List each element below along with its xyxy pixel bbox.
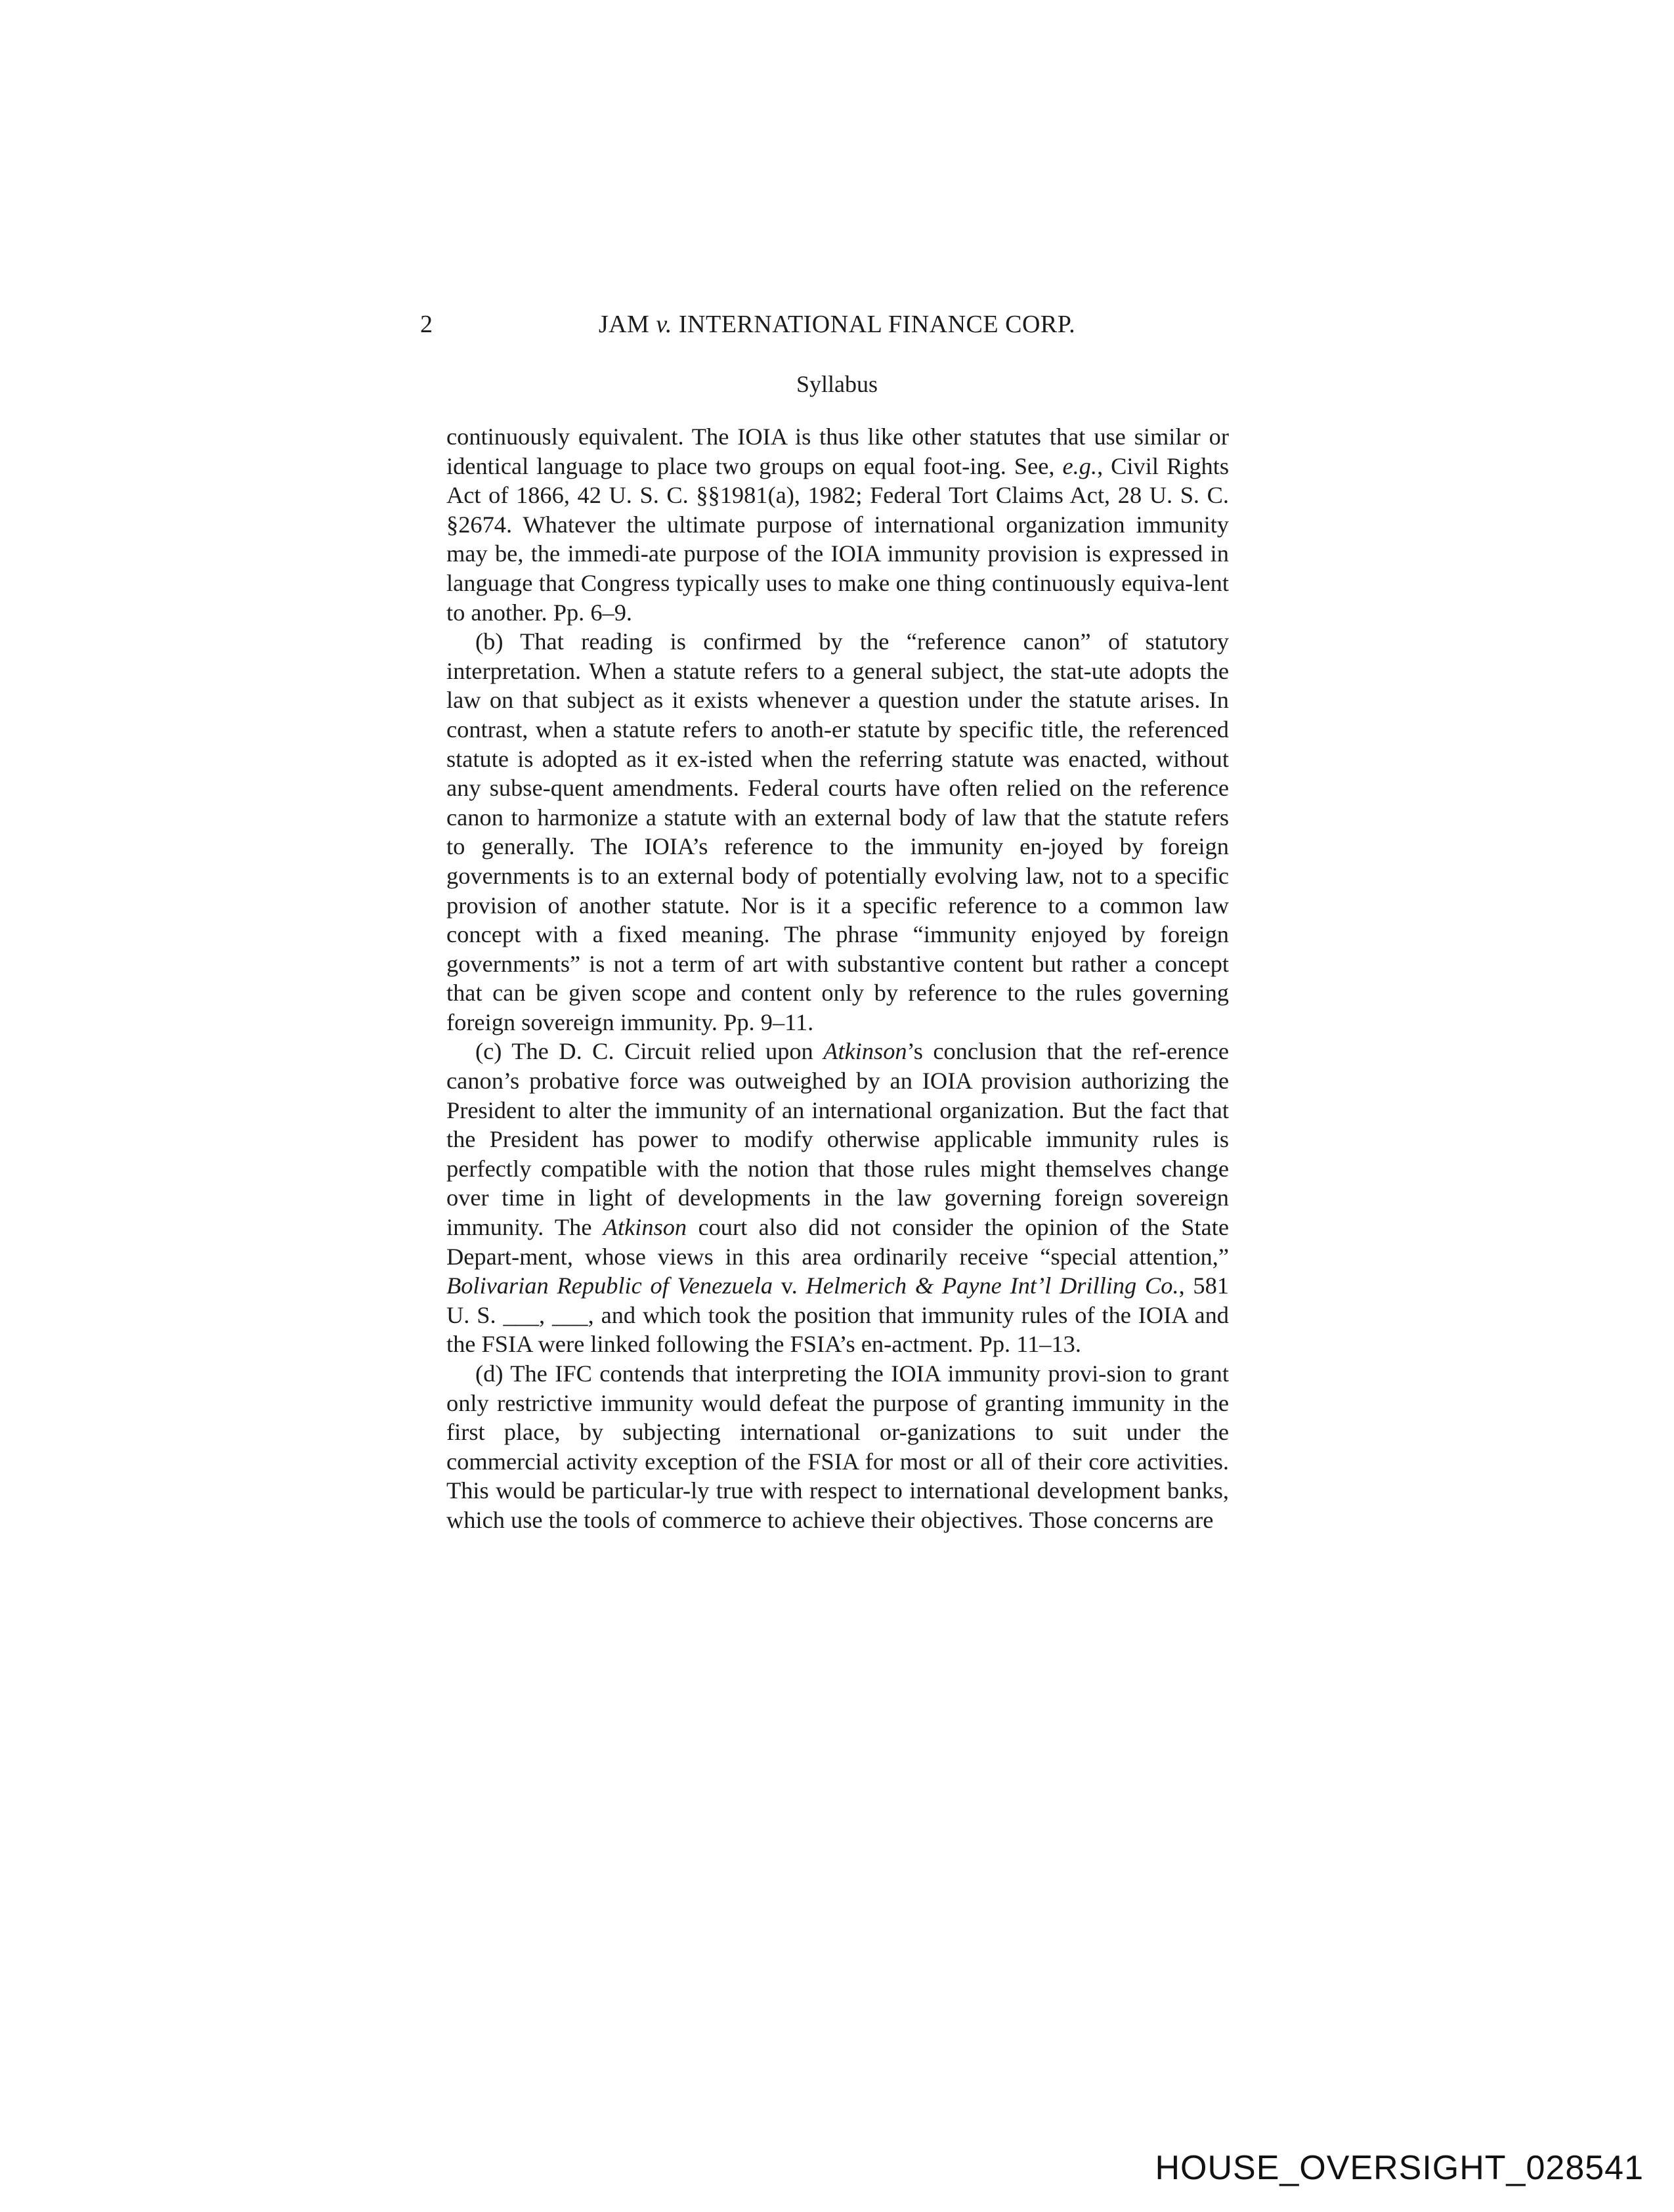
italic-run: Atkinson — [603, 1214, 687, 1241]
text-run: , Civil Rights Act of 1866, 42 U. S. C. §§1981(a), 1982; Federal Tort Claims Act, 28 U. S. C. §2674. Whatever the ultimate purpose of international organization immunity may be, the immedi-ate purpose of the IOIA immunity provision is expressed in language that Congress typically uses to make one thing continuously equiva-lent to another. Pp. 6–9. — [446, 452, 1230, 626]
paragraph-b-reference-canon — [446, 627, 1229, 1037]
text-run: court also did not consider the opinion of the State Depart-ment, whose views in this area ordinarily receive “special attention,” — [446, 1214, 1229, 1270]
case-title-party-right: INTERNATIONAL FINANCE CORP. — [678, 311, 1076, 338]
text-run: continuously equivalent. The IOIA is thus like other statutes that use similar or identical language to place two groups on equal foot-ing. See, — [446, 423, 1229, 479]
text-run: (d) The IFC contends that interpreting the IOIA immunity provi-sion to grant only restrictive immunity would defeat the purpose of granting immunity in the first place, by subjecting international or-ganizations to suit under the commercial activity exception of the FSIA for most or all of their core activities. This would be particular-ly true with respect to international development banks, which use the tools of commerce to achieve their objectives. Those concerns are — [446, 1360, 1229, 1533]
paragraph-continuation — [446, 422, 1229, 627]
text-run: ’s conclusion that the ref-erence canon’s probative force was outweighed by an IOIA provision authorizing the President to alter the immunity of an international organization. But the fact that the President has power to modify otherwise applicable immunity rules is perfectly compatible with the notion that those rules might themselves change over time in light of developments in the law governing foreign sovereign immunity. The — [446, 1038, 1229, 1241]
bates-number: HOUSE_OVERSIGHT_028541 — [1155, 2149, 1644, 2187]
italic-run: e.g. — [1062, 452, 1098, 479]
text-run: , 581 U. S. ___, ___, and which took the position that immunity rules of the IOIA and the FSIA were linked following the FSIA’s en-actment. Pp. 11–13. — [446, 1272, 1230, 1358]
page-number: 2 — [420, 311, 433, 338]
text-run: (b) That reading is confirmed by the “reference canon” of statutory interpretation. When a statute refers to a general subject, the stat-ute adopts the law on that subject as it exists whenever a question under the statute arises. In contrast, when a statute refers to anoth-er statute by specific title, the referenced statute is adopted as it ex-isted when the referring statute was enacted, without any subse-quent amendments. Federal courts have often relied on the reference canon to harmonize a statute with an external body of law that the statute refers to generally. The IOIA’s reference to the immunity en-joyed by foreign governments is to an external body of potentially evolving law, not to a specific provision of another statute. Nor is it a specific reference to a common law concept with a fixed meaning. The phrase “immunity enjoyed by foreign governments” is not a term of art with substantive content but rather a concept that can be given scope and content only by reference to the rules governing foreign sovereign immunity. Pp. 9–11. — [446, 628, 1229, 1035]
section-label-syllabus: Syllabus — [796, 371, 878, 397]
running-head-case-title — [446, 309, 1228, 340]
italic-run: Atkinson — [823, 1038, 907, 1065]
paragraph-c-dc-circuit — [446, 1037, 1229, 1359]
italic-run: Helmerich & Payne Int’l Drilling Co. — [805, 1272, 1179, 1299]
text-run: (c) The D. C. Circuit relied upon — [475, 1038, 824, 1065]
italic-run: Bolivarian Republic of Venezuela — [446, 1272, 773, 1299]
case-title-versus: v. — [656, 311, 672, 338]
text-run: v. — [773, 1272, 806, 1299]
paragraph-d-ifc-contends — [446, 1359, 1229, 1535]
case-title-party-left: JAM — [598, 311, 650, 338]
syllabus-body — [446, 422, 1229, 1535]
